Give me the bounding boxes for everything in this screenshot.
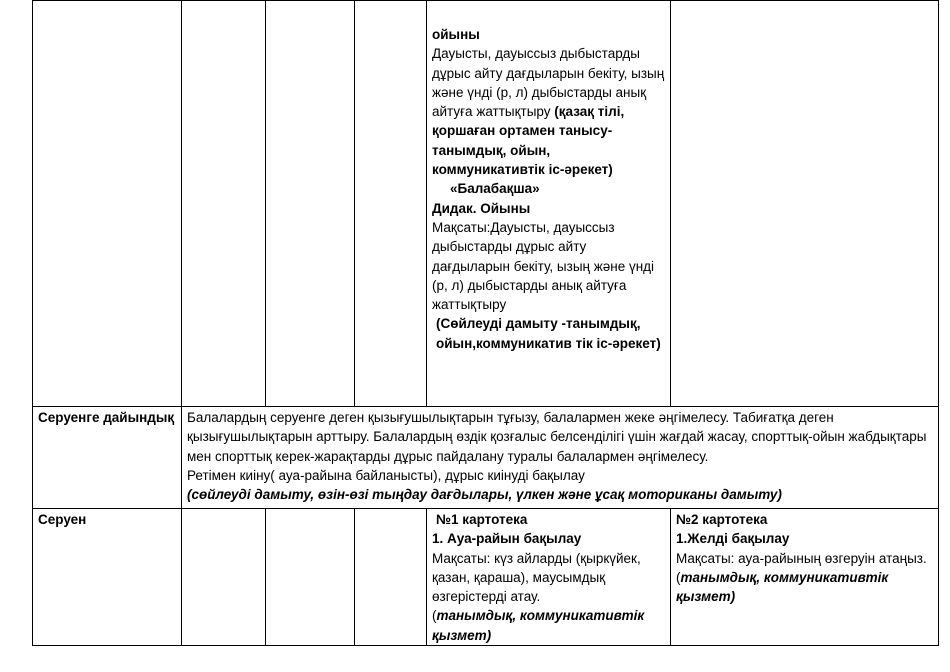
cell xyxy=(671,1,939,407)
activity-title: «Балабақша» xyxy=(450,181,540,197)
cell xyxy=(355,509,427,646)
card-paren: ( xyxy=(432,608,437,624)
cell-label xyxy=(33,1,182,407)
card-heading: 1.Желді бақылау xyxy=(676,531,790,547)
activity-game: Дидак. Ойыны xyxy=(432,200,531,216)
cell-card xyxy=(671,509,939,646)
card-italic: танымдық, коммуникативтік қызмет) xyxy=(676,569,889,605)
row-label: Серуенге дайындық xyxy=(38,410,175,425)
card-goal: Мақсаты: күз айларды (қыркүйек, қазан, қараша), маусымдық өзгерістерді атау. xyxy=(432,550,641,605)
card-heading: 1. Ауа-райын бақылау xyxy=(432,531,582,547)
activity-bold: (қазақ тілі, қоршаған ортамен танысу-танымдық, ойын, коммуникативтік іс-әрекет) xyxy=(432,104,625,178)
card-number: №1 картотека xyxy=(436,512,528,527)
cell xyxy=(182,509,266,646)
schedule-table xyxy=(32,0,939,646)
table-row xyxy=(33,407,939,509)
card-goal: Мақсаты: ауа-райының өзгеруін атаңыз. xyxy=(676,550,927,566)
row-label: Серуен xyxy=(38,512,87,527)
activity-line: ойыны xyxy=(432,27,480,42)
activity-goal: Мақсаты:Дауысты, дауыссыз дыбыстарды дұрыс айту дағдыларын бекіту, ызың және үнді (р, л) дыбыстарды анық айтуға жаттықтыру xyxy=(432,219,655,313)
walk-prep-text: Балалардың серуенге деген қызығушылықтарын тұғызу, балалармен жеке әңгімелесу. Табиғатқа деген қызығушылықтарын арттыру. Балалардың өздік қозғалыс белсенділігі үшін жағдай жасау, спорттық-ойын жабдықтары мен спорттық керек-жарақтарды дұрыс пайдалану туралы балалармен әңгімелесу. xyxy=(187,410,927,464)
cell xyxy=(266,1,355,407)
cell xyxy=(182,1,266,407)
cell-card xyxy=(427,509,671,646)
activity-goal-bold: (Сөйлеуді дамыту -танымдық, ойын,коммуникатив тік іс-әрекет) xyxy=(436,316,661,351)
cell xyxy=(266,509,355,646)
card-paren: ( xyxy=(676,569,681,585)
card-number: №2 картотека xyxy=(676,512,768,527)
cell-activity xyxy=(427,1,671,407)
walk-prep-italic: (сөйлеуді дамыту, өзін-өзі тыңдау дағдылары, үлкен және ұсақ моториканы дамыту) xyxy=(187,487,782,503)
activity-text: Дауысты, дауыссыз дыбыстарды дұрыс айту дағдыларын бекіту, ызың және үнді (р, л) дыбыстарды анық айтуға жаттықтыру xyxy=(432,46,665,120)
cell xyxy=(355,1,427,407)
cell-merged xyxy=(182,407,939,509)
card-italic: танымдық, коммуникативтік қызмет) xyxy=(432,608,645,643)
cell-label xyxy=(33,509,182,646)
table-row xyxy=(33,1,939,407)
walk-prep-line: Ретімен киіну( ауа-райына байланысты), дұрыс киінуді бақылау xyxy=(187,467,585,483)
table-row xyxy=(33,509,939,646)
cell-label xyxy=(33,407,182,509)
